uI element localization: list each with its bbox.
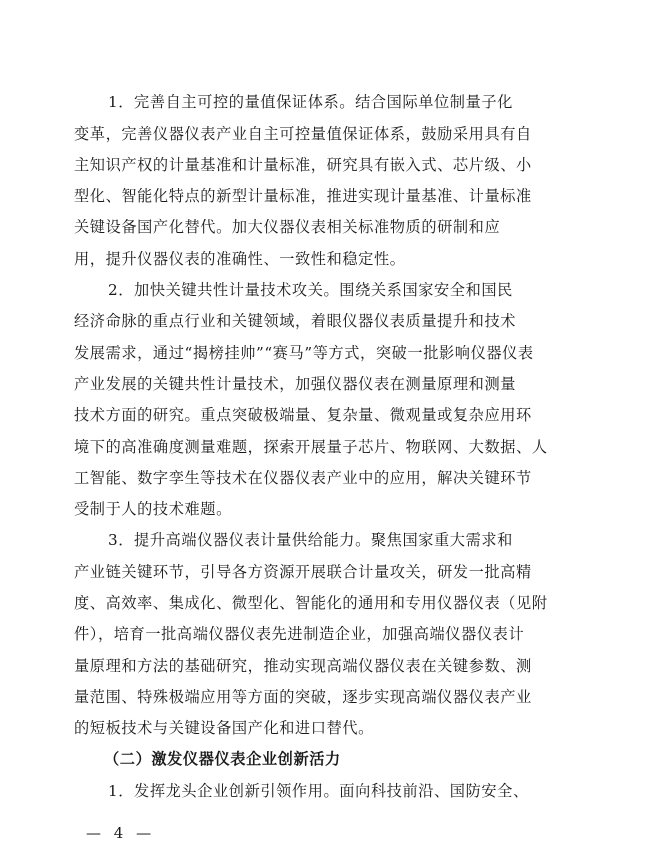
paragraph-2-line-3: 发展需求，通过“揭榜挂帅”“赛马”等方式，突破一批影响仪器仪表	[74, 344, 534, 362]
paragraph-1-line-5: 关键设备国产化替代。加大仪器仪表相关标准物质的研制和应	[74, 218, 501, 236]
paragraph-3-line-6: 量范围、特殊极端应用等方面的突破，逐步实现高端仪器仪表产业	[74, 688, 532, 706]
paragraph-1-line-2: 变革，完善仪器仪表产业自主可控量值保证体系，鼓励采用具有自	[74, 125, 532, 143]
paragraph-1-line-1: 1．完善自主可控的量值保证体系。结合国际单位制量子化	[108, 93, 513, 111]
paragraph-3-line-5: 量原理和方法的基础研究，推动实现高端仪器仪表在关键参数、测	[74, 657, 532, 675]
paragraph-3-line-7: 的短板技术与关键设备国产化和进口替代。	[74, 719, 374, 737]
paragraph-1-line-4: 型化、智能化特点的新型计量标准，推进实现计量基准、计量标准	[74, 187, 532, 205]
paragraph-3-line-2: 产业链关键环节，引导各方资源开展联合计量攻关，研发一批高精	[74, 563, 532, 581]
paragraph-3-line-1: 3．提升高端仪器仪表计量供给能力。聚焦国家重大需求和	[108, 531, 513, 549]
paragraph-2-line-8: 受制于人的技术难题。	[74, 500, 232, 518]
page-number: — 4 —	[86, 824, 156, 842]
paragraph-2-line-2: 经济命脉的重点行业和关键领域，着眼仪器仪表质量提升和技术	[74, 312, 517, 330]
paragraph-3-line-4: 件），培育一批高端仪器仪表先进制造企业，加强高端仪器仪表计	[74, 625, 525, 643]
paragraph-2-line-6: 境下的高准确度测量难题，探索开展量子芯片、物联网、大数据、人	[74, 438, 548, 456]
paragraph-1-line-6: 用，提升仪器仪表的准确性、一致性和稳定性。	[74, 250, 406, 268]
paragraph-1-line-3: 主知识产权的计量基准和计量标准，研究具有嵌入式、芯片级、小	[74, 156, 532, 174]
paragraph-2-line-7: 工智能、数字孪生等技术在仪器仪表产业中的应用，解决关键环节	[74, 469, 532, 487]
paragraph-3-line-3: 度、高效率、集成化、微型化、智能化的通用和专用仪器仪表（见附	[74, 594, 548, 612]
paragraph-2-line-1: 2．加快关键共性计量技术攻关。围绕关系国家安全和国民	[108, 281, 513, 299]
paragraph-2-line-5: 技术方面的研究。重点突破极端量、复杂量、微观量或复杂应用环	[74, 406, 532, 424]
paragraph-2-line-4: 产业发展的关键共性计量技术，加强仪器仪表在测量原理和测量	[74, 375, 517, 393]
section-heading: （二）激发仪器仪表企业创新活力	[104, 750, 341, 768]
paragraph-4-line-1: 1．发挥龙头企业创新引领作用。面向科技前沿、国防安全、	[108, 782, 529, 800]
